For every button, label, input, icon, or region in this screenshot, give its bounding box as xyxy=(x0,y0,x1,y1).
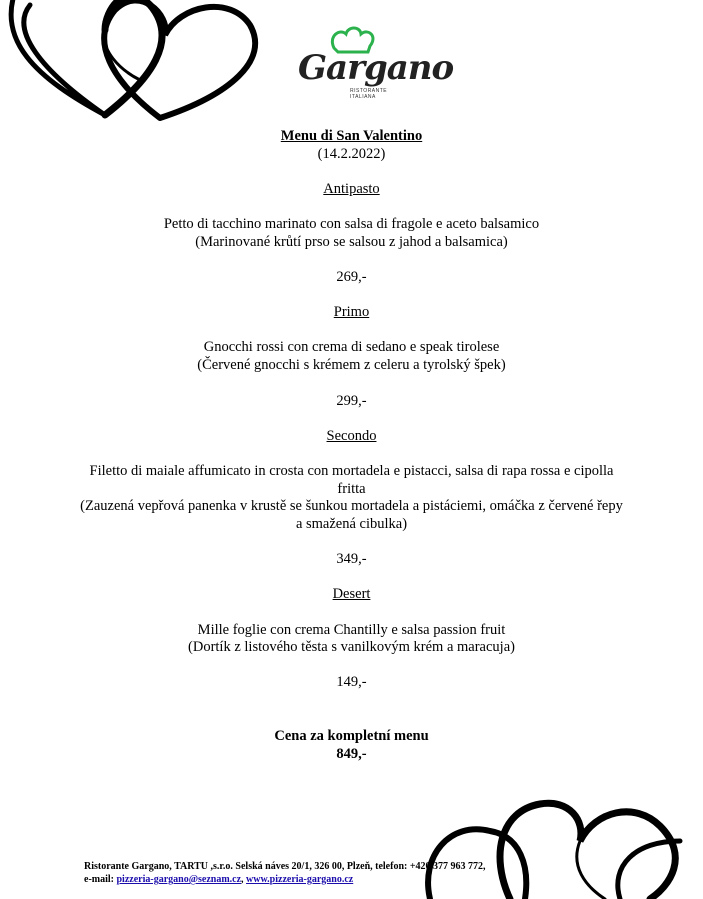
hearts-decoration-top xyxy=(0,0,280,130)
dish-line: fritta xyxy=(337,481,366,497)
dish-line: Gnocchi rossi con crema di sedano e speak tirolese xyxy=(203,339,500,355)
dish-line: Filetto di maiale affumicato in crosta con mortadela e pistacci, salsa di rapa rossa e cipolla xyxy=(89,463,614,479)
menu-title: Menu di San Valentino xyxy=(280,128,423,144)
dish-line: (Marinované krůtí prso se salsou z jahod a balsamica) xyxy=(195,234,508,250)
footer-links xyxy=(84,873,544,886)
total-label: Cena za kompletní menu xyxy=(274,728,429,744)
email-link[interactable]: pizzeria-gargano@seznam.cz xyxy=(116,874,242,885)
dish-price: 349,- xyxy=(336,551,367,567)
dish-line: (Červené gnocchi s krémem z celeru a tyrolský špek) xyxy=(197,357,506,373)
section-heading-desert: Desert xyxy=(332,586,371,602)
footer-address: Ristorante Gargano, TARTU ,s.r.o. Selská náves 20/1, 326 00, Plzeň, telefon: +420 377 963 772, xyxy=(84,861,486,872)
dish-line: (Zauzená vepřová panenka v krustě se šunkou mortadela a pistáciemi, omáčka z červené řepy xyxy=(80,498,623,514)
website-link[interactable]: www.pizzeria-gargano.cz xyxy=(246,874,354,885)
dish-price: 149,- xyxy=(336,674,367,690)
restaurant-logo xyxy=(298,26,454,100)
dish-line: Mille foglie con crema Chantilly e salsa passion fruit xyxy=(197,622,506,638)
logo-subtitle: RISTORANTE ITALIANA xyxy=(350,88,388,100)
dish-price: 269,- xyxy=(336,269,367,285)
section-heading-primo: Primo xyxy=(333,304,370,320)
logo-name: Gargano xyxy=(298,48,454,88)
menu-date: (14.2.2022) xyxy=(317,146,386,162)
dish-line: (Dortík z listového těsta s vanilkovým krém a maracuja) xyxy=(188,639,515,655)
dish-price: 299,- xyxy=(336,393,367,409)
footer-contact xyxy=(84,860,544,886)
section-heading-antipasto: Antipasto xyxy=(323,181,380,197)
dish-line: a smažená cibulka) xyxy=(295,516,408,532)
section-heading-secondo: Secondo xyxy=(326,428,377,444)
total-price: 849,- xyxy=(336,746,367,762)
link-separator: , xyxy=(241,874,244,885)
dish-line: Petto di tacchino marinato con salsa di fragole e aceto balsamico xyxy=(163,216,540,232)
email-label: e-mail: xyxy=(84,874,114,885)
